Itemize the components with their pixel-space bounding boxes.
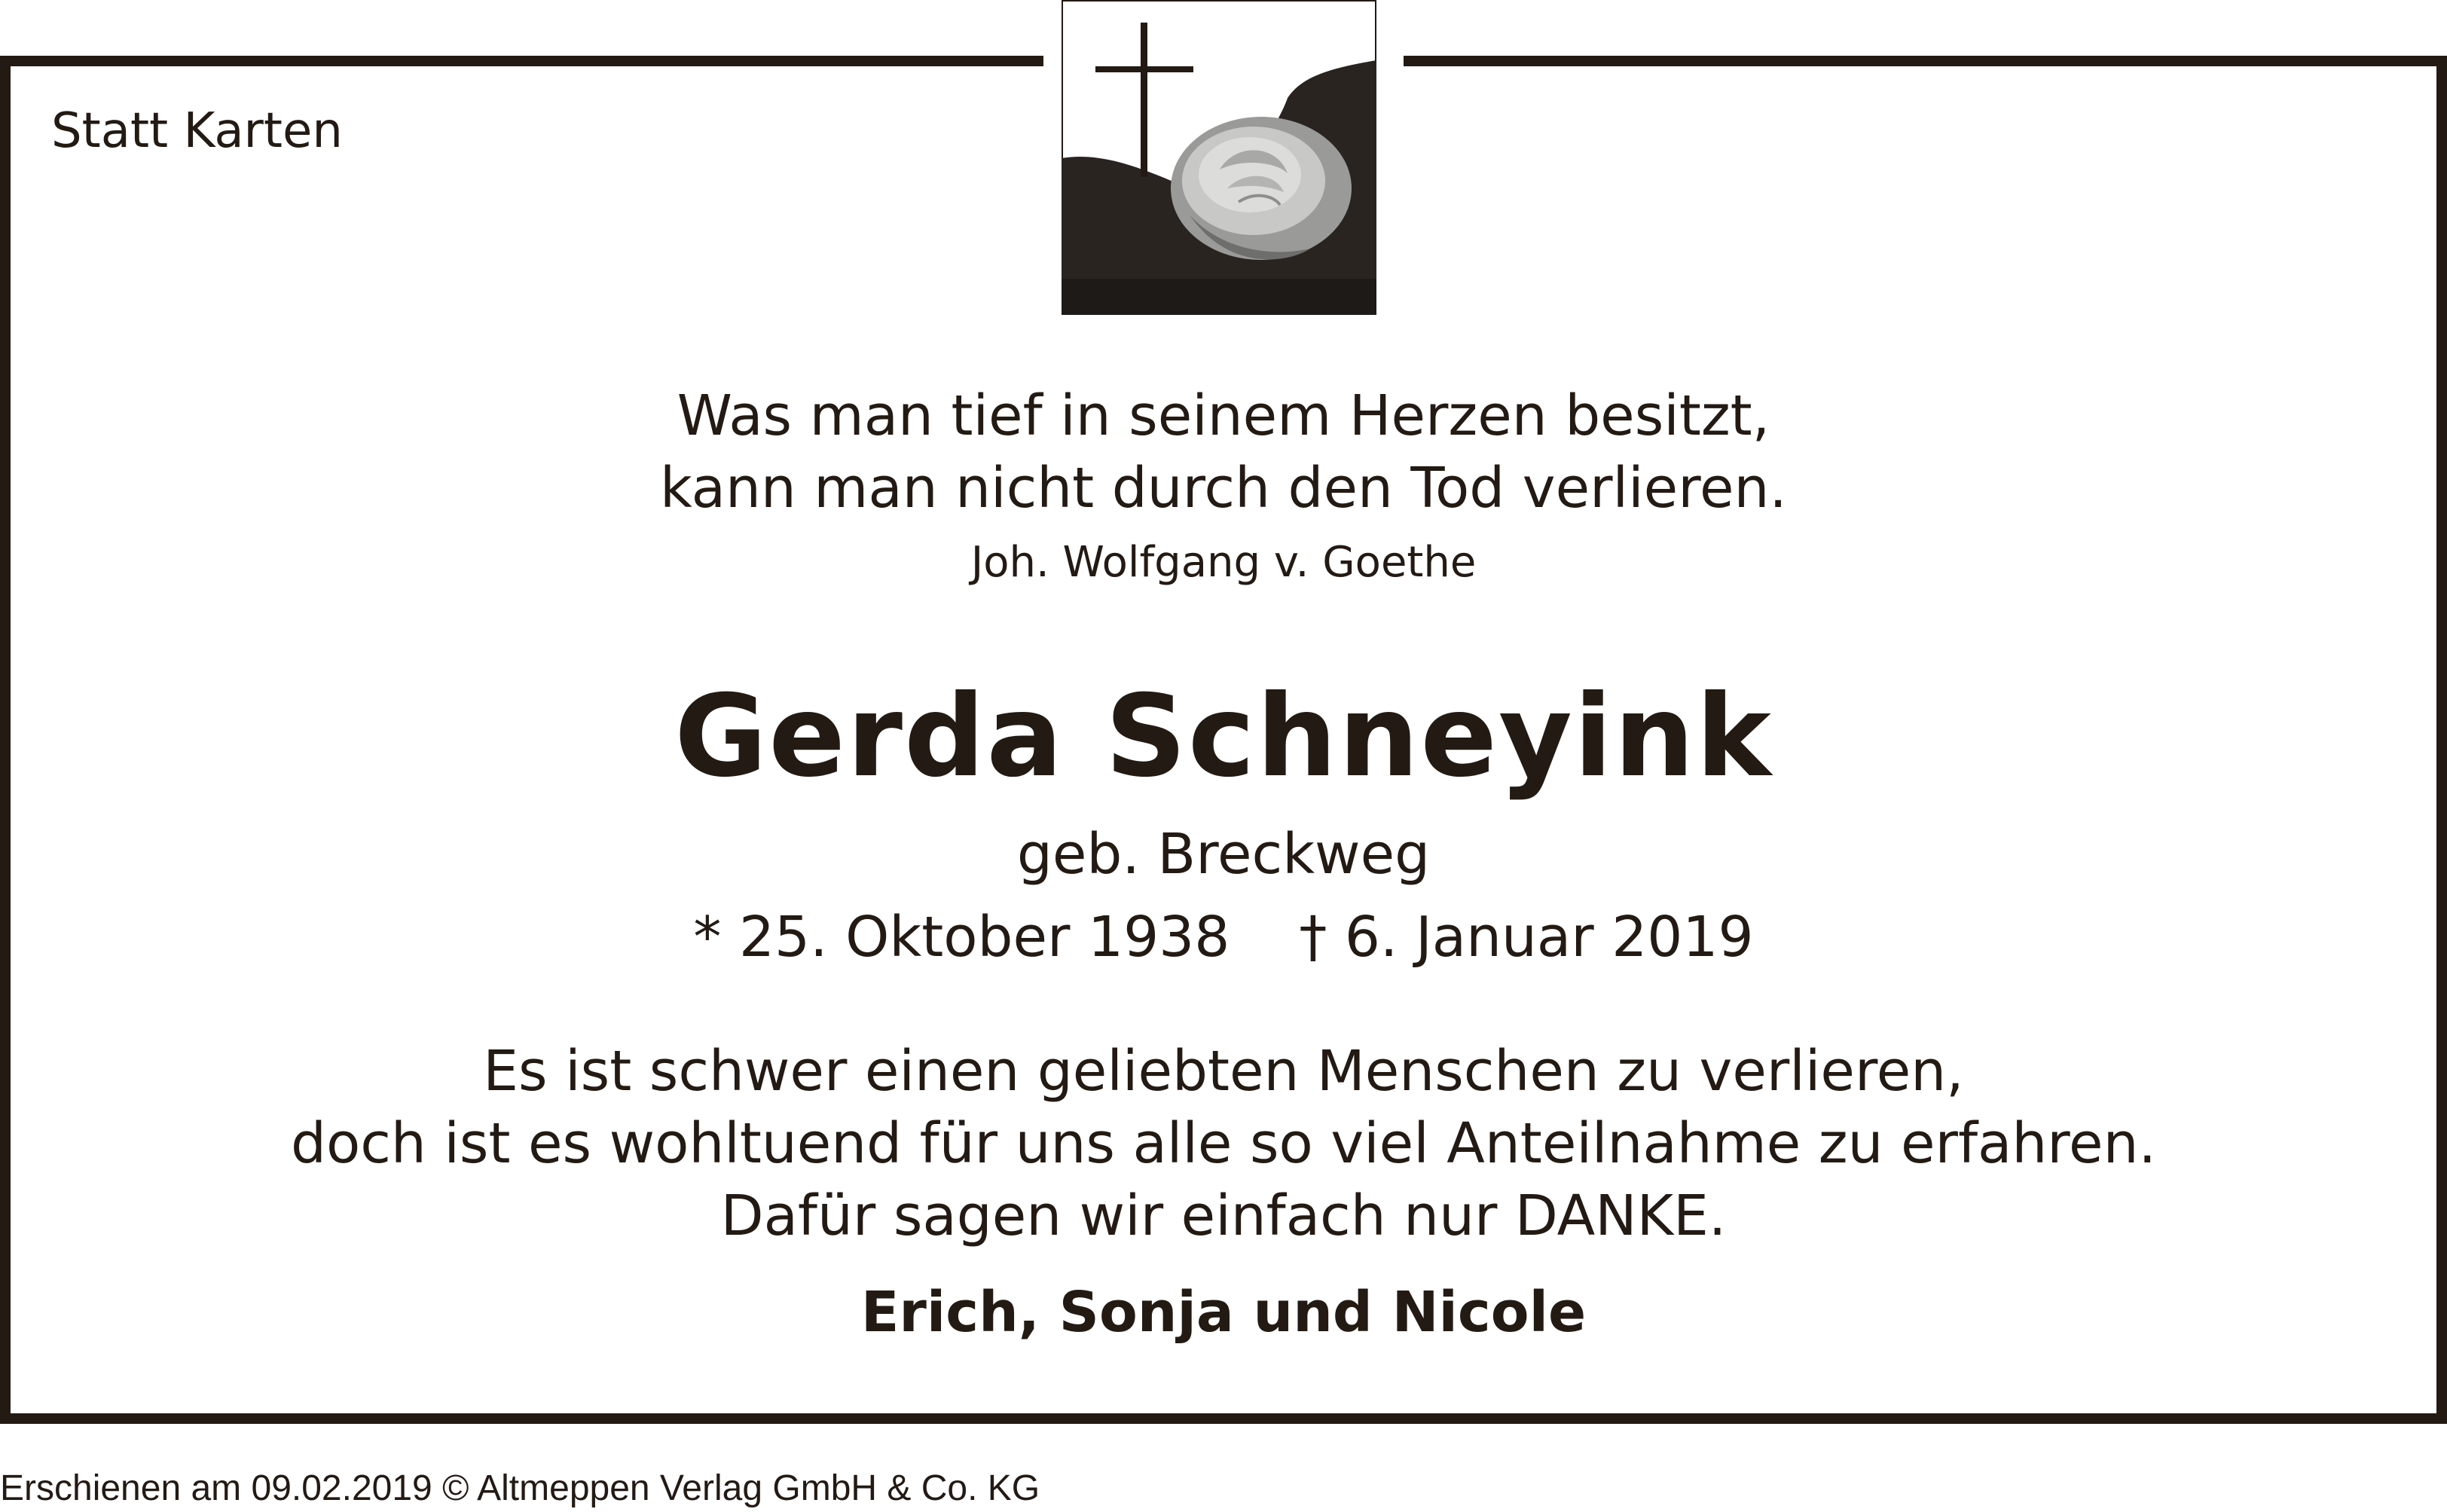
- quote-author: Joh. Wolfgang v. Goethe: [970, 538, 1477, 587]
- publication-credit: Erschienen am 09.02.2019 © Altmeppen Verlag GmbH & Co. KG: [0, 1468, 1040, 1508]
- life-dates: [15, 900, 2432, 975]
- thanks-text: [15, 1035, 2432, 1252]
- deceased-name: Gerda Schneyink: [674, 671, 1773, 802]
- family-signature: Erich, Sonja und Nicole: [860, 1280, 1587, 1345]
- goethe-quote: [15, 380, 2432, 524]
- thanks-line: Dafür sagen wir einfach nur DANKE.: [720, 1184, 1727, 1248]
- quote-line: kann man nicht durch den Tod verlieren.: [660, 456, 1787, 521]
- thanks-line: doch ist es wohltuend für uns alle so viel Anteilnahme zu erfahren.: [290, 1111, 2157, 1176]
- birth-date: * 25. Oktober 1938: [693, 905, 1230, 970]
- death-date: † 6. Januar 2019: [1299, 905, 1754, 970]
- thanks-line: Es ist schwer einen geliebten Menschen zu verlieren,: [483, 1039, 1964, 1104]
- birth-name: geb. Breckweg: [1016, 822, 1431, 887]
- cross-rose-icon: [1062, 0, 1376, 315]
- statt-karten-label: Statt Karten: [51, 103, 343, 159]
- quote-line: Was man tief in seinem Herzen besitzt,: [677, 383, 1770, 448]
